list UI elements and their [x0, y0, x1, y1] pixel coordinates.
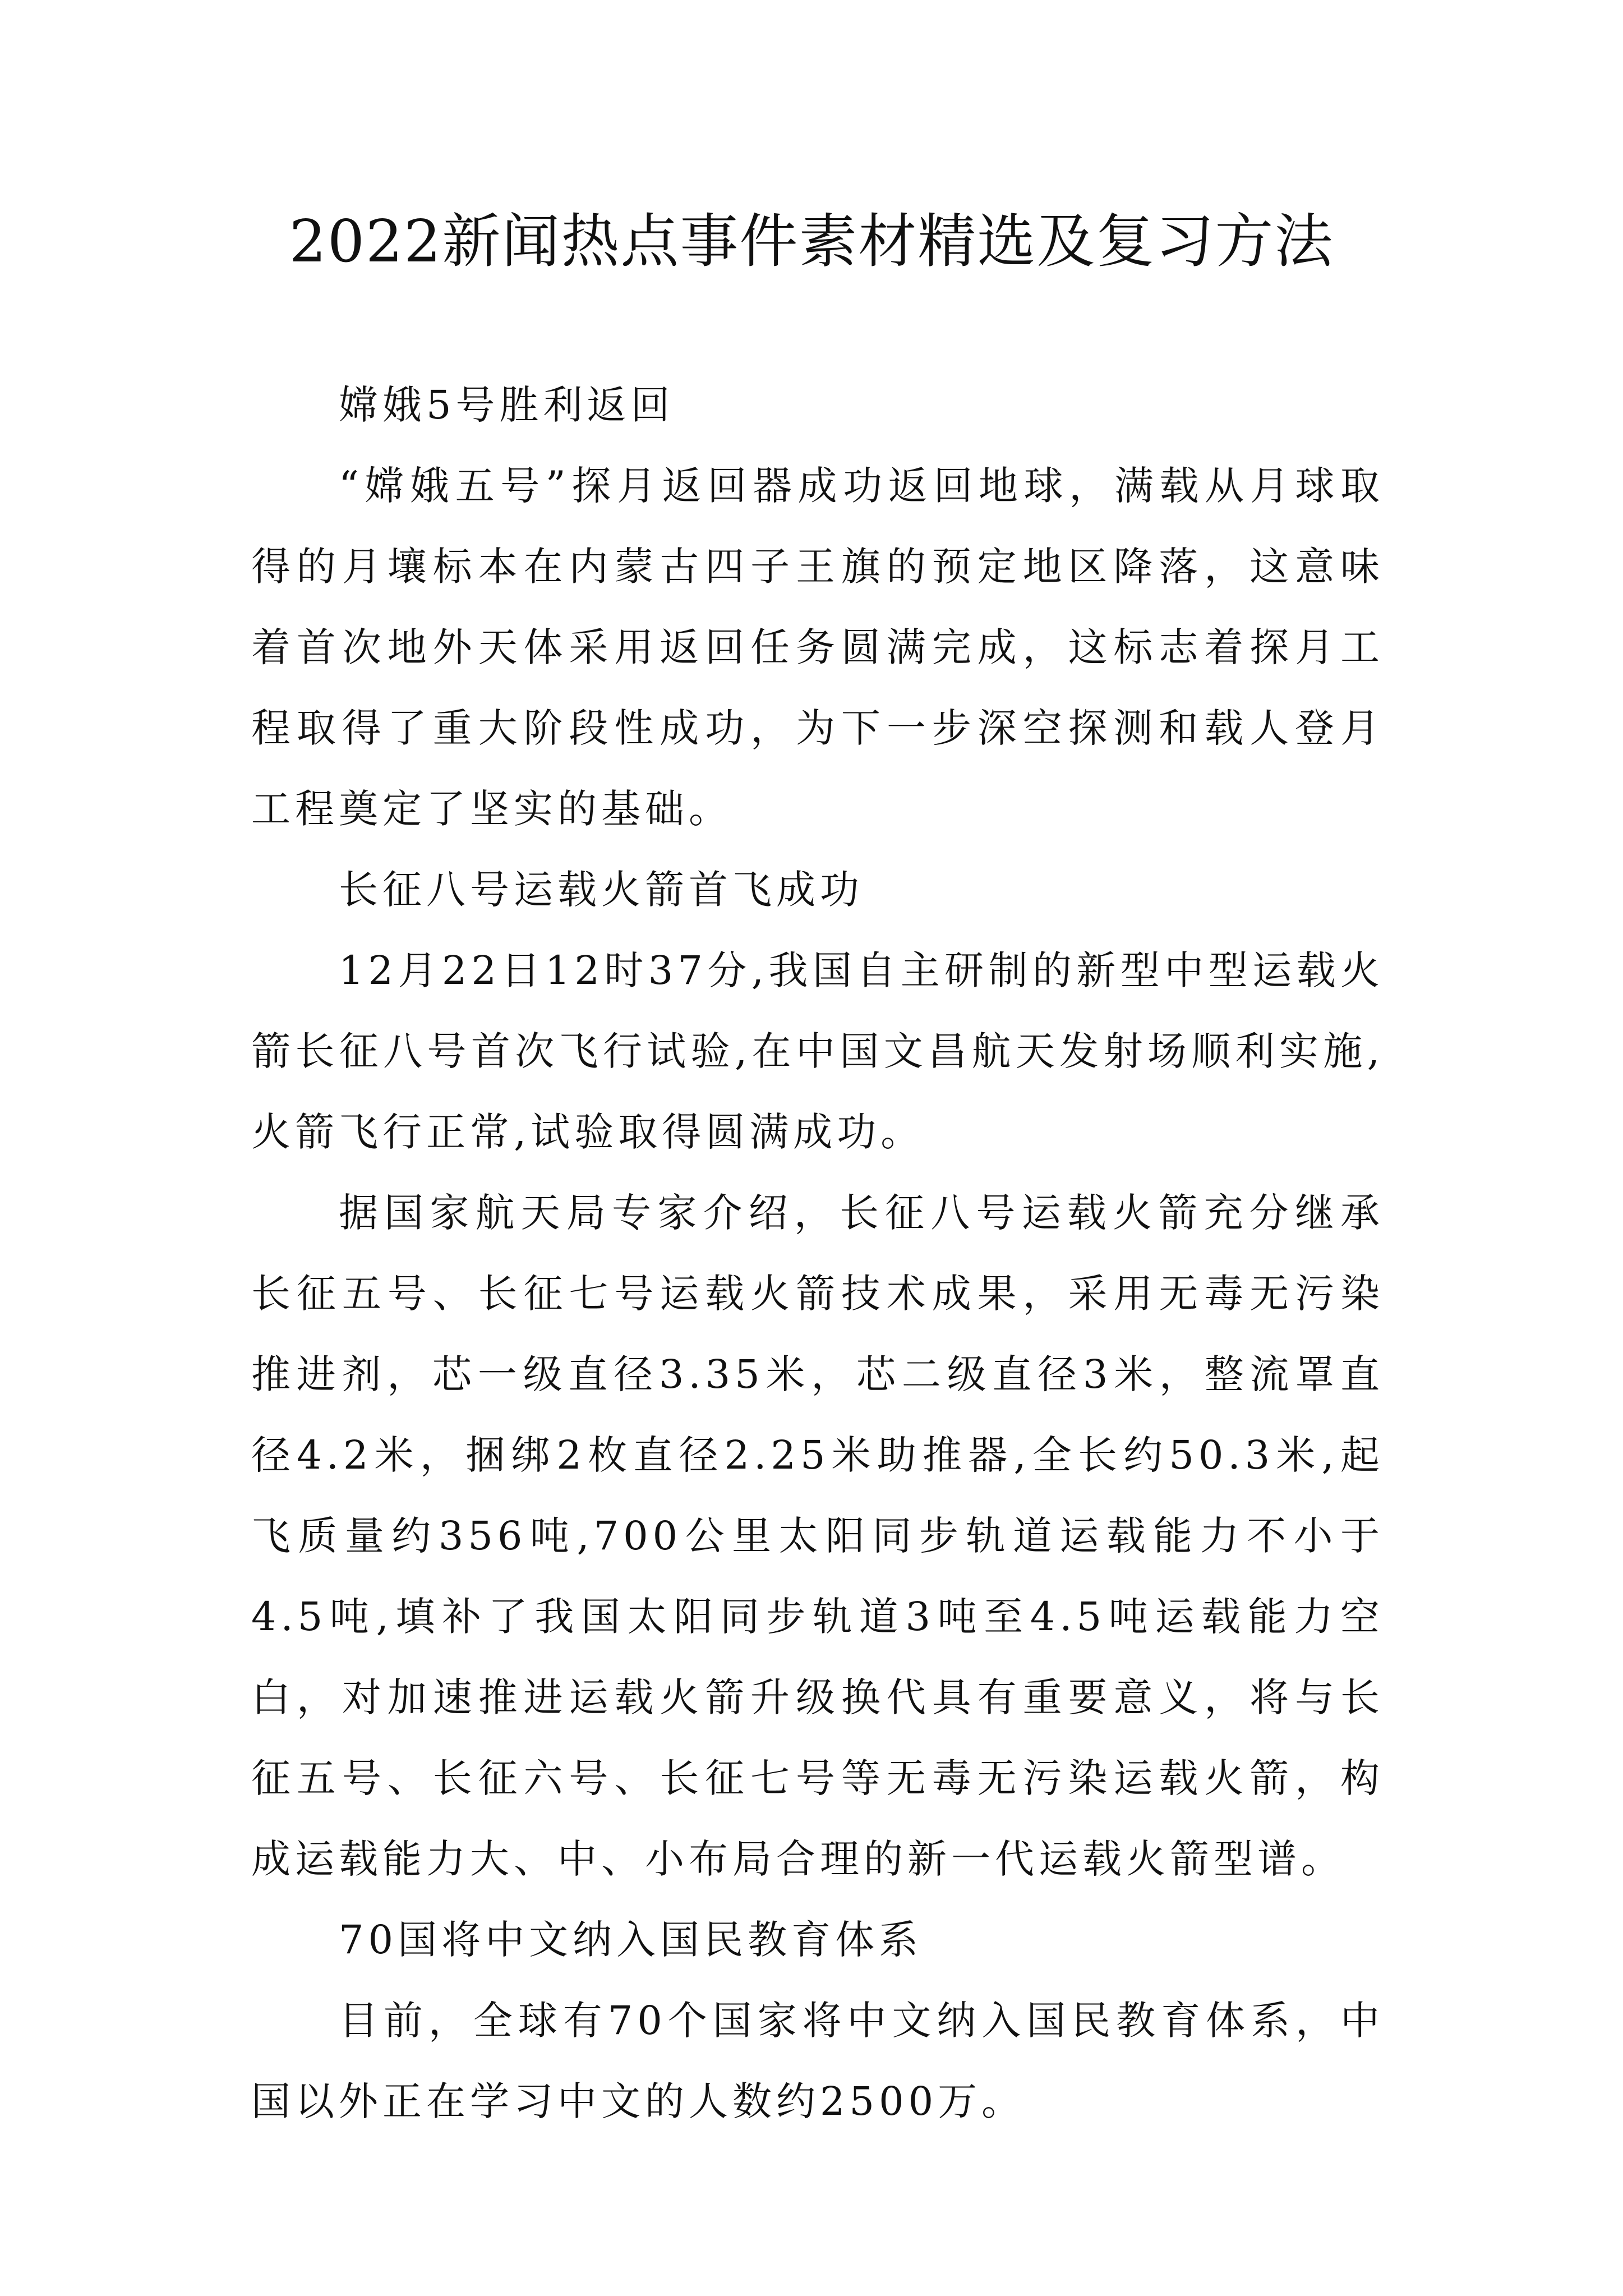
section-heading-long-march-8: 长征八号运载火箭首飞成功 — [339, 867, 864, 913]
paragraph-long-march-8-launch: 12月22日12时37分,我国自主研制的新型中型运载火箭长征八号首次飞行试验,在中国文昌航天发射场顺利实施,火箭飞行正常,试验取得圆满成功。 — [251, 947, 1384, 1155]
paragraph-chinese-education: 目前，全球有70个国家将中文纳入国民教育体系，中国以外正在学习中文的人数约2500万。 — [251, 1998, 1384, 2124]
section-heading-chinese-education: 70国将中文纳入国民教育体系 — [339, 1917, 923, 1963]
paragraph-long-march-8-details: 据国家航天局专家介绍，长征八号运载火箭充分继承长征五号、长征七号运载火箭技术成果，采用无毒无污染推进剂，芯一级直径3.35米，芯二级直径3米，整流罩直径4.2米，捆绑2枚直径2.25米助推器,全长约50.3米,起飞质量约356吨,700公里太阳同步轨道运载能力不小于4.5吨,填补了我国太阳同步轨道3吨至4.5吨运载能力空白，对加速推进运载火箭升级换代具有重要意义，将与长征五号、长征六号、长征七号等无毒无污染运载火箭，构成运载能力大、中、小布局合理的新一代运载火箭型谱。 — [251, 1190, 1384, 1882]
page-title: 2022新闻热点事件素材精选及复习方法 — [289, 207, 1334, 275]
section-heading-change5: 嫦娥5号胜利返回 — [339, 382, 675, 428]
paragraph-change5-return: “嫦娥五号”探月返回器成功返回地球，满载从月球取得的月壤标本在内蒙古四子王旗的预定地区降落，这意味着首次地外天体采用返回任务圆满完成，这标志着探月工程取得了重大阶段性成功，为下一步深空探测和载人登月工程奠定了坚实的基础。 — [251, 463, 1384, 832]
document-body — [251, 365, 1384, 2142]
